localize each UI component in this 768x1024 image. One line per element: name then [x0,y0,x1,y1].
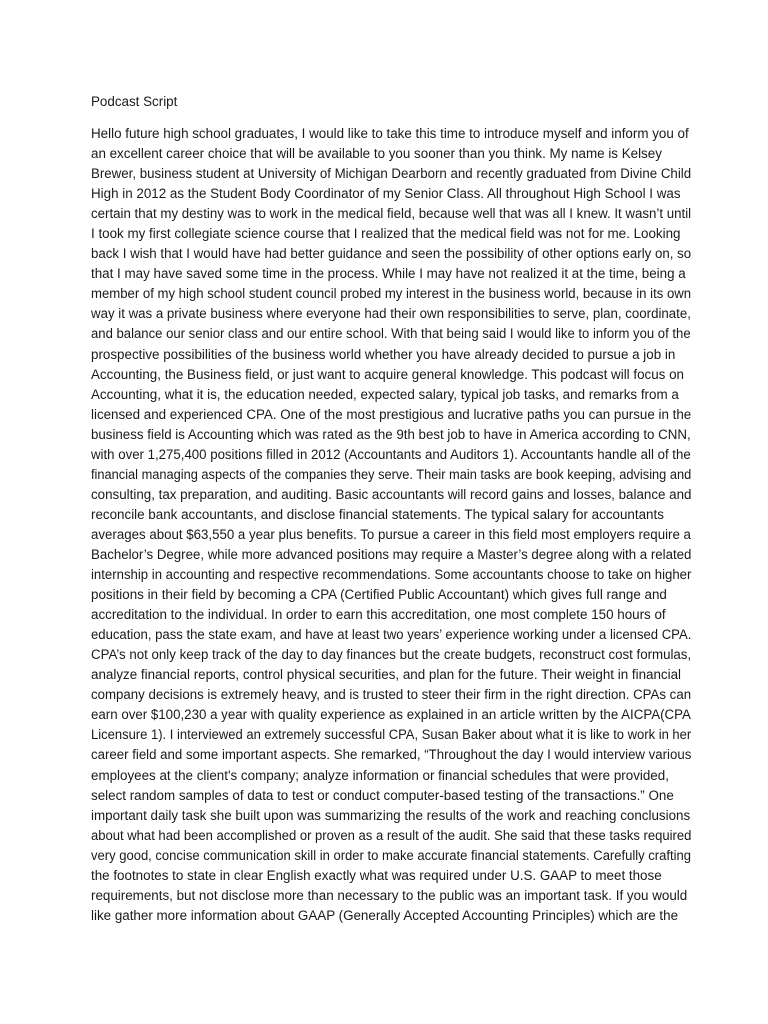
body-line: analyze financial reports, control physical securities, and plan for the future. Their weight in financial [91,667,681,683]
body-line: important daily task she built upon was summarizing the results of the work and reaching conclusions [91,807,691,823]
body-line: financial managing aspects of the companies they serve. Their main tasks are book keeping, advising and [91,466,692,482]
body-line: High in 2012 as the Student Body Coordinator of my Senior Class. All throughout High School I was [91,186,681,202]
body-line: way it was a private business where everyone had their own responsibilities to serve, plan, coordinate, [91,306,691,322]
body-line: Accounting, the Business field, or just want to acquire general knowledge. This podcast will focus on [91,366,684,382]
body-line: reconcile bank accountants, and disclose financial statements. The typical salary for accountants [91,506,664,522]
body-line: very good, concise communication skill in order to make accurate financial statements. Carefully crafting [91,847,691,863]
body-line: education, pass the state exam, and have at least two years’ experience working under a licensed CPA. [91,627,692,643]
body-line: averages about $63,550 a year plus benefits. To pursue a career in this field most employers require a [91,526,691,542]
body-line: employees at the client's company; analyze information or financial schedules that were provided, [91,767,669,783]
body-line: prospective possibilities of the business world whether you have already decided to pursue a job in [91,346,676,362]
body-line: about what had been accomplished or proven as a result of the audit. She said that these tasks required [91,827,692,843]
body-line: back I wish that I would have had better guidance and seen the possibility of other options early on, so [91,246,692,262]
body-line: internship in accounting and respective recommendations. Some accountants choose to take on higher [91,567,692,583]
document-body [91,124,691,926]
body-line: accreditation to the individual. In order to earn this accreditation, one most complete 150 hours of [91,607,666,623]
body-line: the footnotes to state in clear English exactly what was required under U.S. GAAP to meet those [91,867,662,883]
body-line: earn over $100,230 a year with quality experience as explained in an article written by the AICPA(CPA [91,707,691,723]
body-line: Brewer, business student at University of Michigan Dearborn and recently graduated from Divine Child [91,166,692,182]
body-line: consulting, tax preparation, and auditing. Basic accountants will record gains and losses, balance and [91,486,692,502]
body-line: member of my high school student council probed my interest in the business world, because in its own [91,286,692,302]
body-line: that I may have saved some time in the process. While I may have not realized it at the time, being a [91,266,686,282]
body-line: career field and some important aspects. She remarked, “Throughout the day I would interview various [91,747,692,763]
body-line: with over 1,275,400 positions filled in 2012 (Accountants and Auditors 1). Accountants handle all of the [91,446,691,462]
body-line: an excellent career choice that will be available to you sooner than you think. My name is Kelsey [91,146,662,162]
body-line: certain that my destiny was to work in the medical field, because well that was all I knew. It wasn’t until [91,206,692,222]
body-line: company decisions is extremely heavy, and is trusted to steer their firm in the right direction. CPAs can [91,687,692,703]
body-line: licensed and experienced CPA. One of the most prestigious and lucrative paths you can pursue in the [91,406,692,422]
body-line: business field is Accounting which was rated as the 9th best job to have in America according to CNN, [91,426,691,442]
body-line: CPA’s not only keep track of the day to day finances but the create budgets, reconstruct cost formulas, [91,647,692,663]
body-line: I took my first collegiate science course that I realized that the medical field was not for me. Looking [91,226,681,242]
document-title: Podcast Script [91,94,178,109]
body-line: Accounting, what it is, the education needed, expected salary, typical job tasks, and remarks from a [91,386,679,402]
body-line: Licensure 1). I interviewed an extremely successful CPA, Susan Baker about what it is like to work in her [91,727,692,743]
body-line: Hello future high school graduates, I would like to take this time to introduce myself and inform you of [91,126,689,141]
body-line: select random samples of data to test or conduct computer-based testing of the transactions.” One [91,787,674,803]
body-line: requirements, but not disclose more than necessary to the public was an important task. If you would [91,887,688,903]
body-line: Bachelor’s Degree, while more advanced positions may require a Master’s degree along with a related [91,546,692,562]
body-line: and balance our senior class and our entire school. With that being said I would like to inform you of the [91,326,691,342]
body-line: positions in their field by becoming a CPA (Certified Public Accountant) which gives full range and [91,587,667,603]
body-line: like gather more information about GAAP (Generally Accepted Accounting Principles) which are the [91,907,679,923]
